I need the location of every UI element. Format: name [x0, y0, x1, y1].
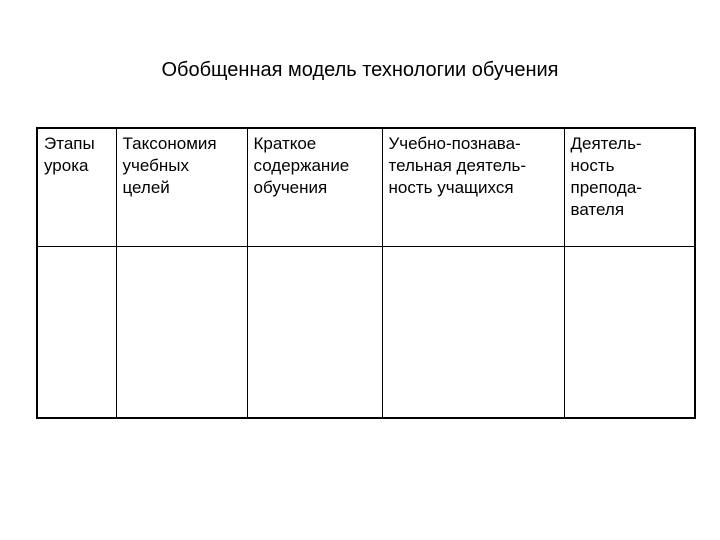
header-text-line: ность	[570, 156, 615, 175]
header-cell-goal-taxonomy	[116, 128, 247, 247]
table-cell	[116, 247, 247, 419]
table-cell	[382, 247, 564, 419]
header-text-line: Деятель-	[570, 134, 642, 153]
header-text-line: целей	[122, 178, 170, 197]
header-text-line: содержание	[253, 156, 350, 175]
header-cell-teacher-activity	[564, 128, 695, 247]
header-text-line: Краткое	[253, 134, 317, 153]
header-cell-lesson-stages	[37, 128, 116, 247]
header-text-line: ность учащихся	[388, 178, 514, 197]
technology-model-table	[36, 127, 696, 419]
slide-title: Обобщенная модель технологии обучения	[161, 59, 559, 81]
header-text-line: Этапы	[44, 134, 95, 153]
header-text-line: тельная деятель-	[388, 156, 527, 175]
header-text-line: учебных	[122, 156, 189, 175]
header-text-line: Таксономия	[122, 134, 217, 153]
header-text-line: препода-	[570, 178, 642, 197]
header-text-line: Учебно-познава-	[388, 134, 521, 153]
table-cell	[37, 247, 116, 419]
header-cell-content-summary	[247, 128, 382, 247]
table-row	[37, 247, 695, 419]
header-text-line: обучения	[253, 178, 328, 197]
table-cell	[247, 247, 382, 419]
header-text-line: урока	[44, 156, 89, 175]
table-cell	[564, 247, 695, 419]
header-cell-student-activity	[382, 128, 564, 247]
table-header-row	[37, 128, 695, 247]
header-text-line: вателя	[570, 200, 625, 219]
